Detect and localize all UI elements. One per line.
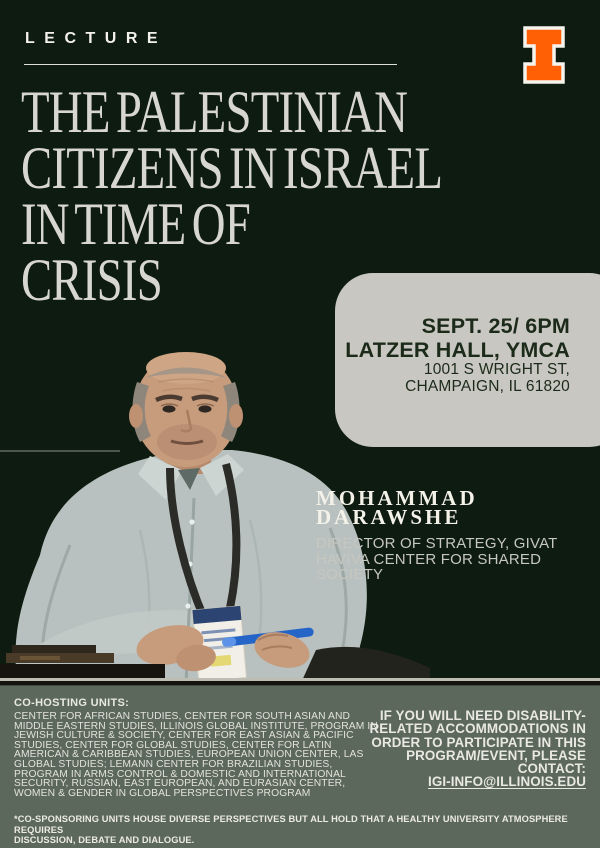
desk-edge-divider xyxy=(0,678,600,685)
block-i-glyph xyxy=(521,25,567,85)
accessibility-line1: IF YOU WILL NEED DISABILITY- xyxy=(379,708,586,723)
cohosting-units-block xyxy=(14,697,378,799)
title-line-4: CRISIS xyxy=(21,247,162,313)
cohosting-line: SECURITY, RUSSIAN, EAST EUROPEAN, AND EURASIAN CENTER, xyxy=(14,778,346,790)
speaker-role-line2: HAVIVA CENTER FOR SHARED xyxy=(316,550,542,568)
title-line-3: IN TIME OF xyxy=(21,191,250,257)
cohosting-line: STUDIES, CENTER FOR GLOBAL STUDIES, CENTER FOR LATIN xyxy=(14,739,332,751)
accessibility-line2: RELATED ACCOMMODATIONS IN xyxy=(369,721,586,737)
speaker-role-line1: DIRECTOR OF STRATEGY, GIVAT xyxy=(316,535,558,552)
disclaimer-line2: DISCUSSION, DEBATE AND DIALOGUE. xyxy=(14,835,195,845)
event-venue: LATZER HALL, YMCA xyxy=(345,338,570,362)
accessibility-line3: ORDER TO PARTICIPATE IN THIS xyxy=(371,734,586,750)
cohosting-line: CENTER FOR AFRICAN STUDIES, CENTER FOR SOUTH ASIAN AND xyxy=(14,711,351,722)
speaker-role-line3: SOCIETY xyxy=(316,566,384,584)
cohosting-line: MIDDLE EASTERN STUDIES, ILLINOIS GLOBAL INSTITUTE, PROGRAM IN xyxy=(14,720,378,732)
cohosting-heading: CO-HOSTING UNITS: xyxy=(14,697,130,709)
event-address-line2: CHAMPAIGN, IL 61820 xyxy=(405,377,570,395)
speaker-name-line1: MOHAMMAD xyxy=(316,486,478,510)
footer-band xyxy=(0,685,600,848)
accessibility-email-link[interactable]: IGI-INFO@ILLINOIS.EDU xyxy=(428,774,586,790)
speaker-role xyxy=(316,536,558,583)
accessibility-notice xyxy=(336,709,586,789)
cohosting-line: WOMEN & GENDER IN GLOBAL PERSPECTIVES PROGRAM xyxy=(14,787,311,799)
disclaimer-line1: *CO-SPONSORING UNITS HOUSE DIVERSE PERSPECTIVES BUT ALL HOLD THAT A HEALTHY UNIVERSITY ATMOSPHERE REQUIRES xyxy=(14,814,568,835)
cohosting-list xyxy=(14,711,378,799)
title-line-1: THE PALESTINIAN xyxy=(21,79,408,145)
accessibility-line4: PROGRAM/EVENT, PLEASE CONTACT: xyxy=(406,747,586,777)
cohosting-line: GLOBAL STUDIES; LEMANN CENTER FOR BRAZILIAN STUDIES, xyxy=(14,758,333,770)
cohosting-line: JEWISH CULTURE & SOCIETY, CENTER FOR EAST ASIAN & PACIFIC xyxy=(14,730,354,742)
event-datetime: SEPT. 25/ 6PM xyxy=(421,314,570,338)
event-address-line1: 1001 S WRIGHT ST, xyxy=(423,361,570,378)
speaker-name-line2: DARAWSHE xyxy=(316,505,462,529)
cohosting-line: AMERICAN & CARIBBEAN STUDIES, EUROPEAN UNION CENTER, LAS xyxy=(14,749,364,761)
kicker-underline xyxy=(24,64,397,65)
cohosting-line: PROGRAM IN ARMS CONTROL & DOMESTIC AND INTERNATIONAL xyxy=(14,768,346,780)
cosponsoring-disclaimer xyxy=(14,814,574,846)
illinois-block-i-icon xyxy=(521,25,567,85)
kicker-label: LECTURE xyxy=(25,30,168,47)
title-line-2: CITIZENS IN ISRAEL xyxy=(21,135,443,201)
speaker-name xyxy=(316,486,478,529)
